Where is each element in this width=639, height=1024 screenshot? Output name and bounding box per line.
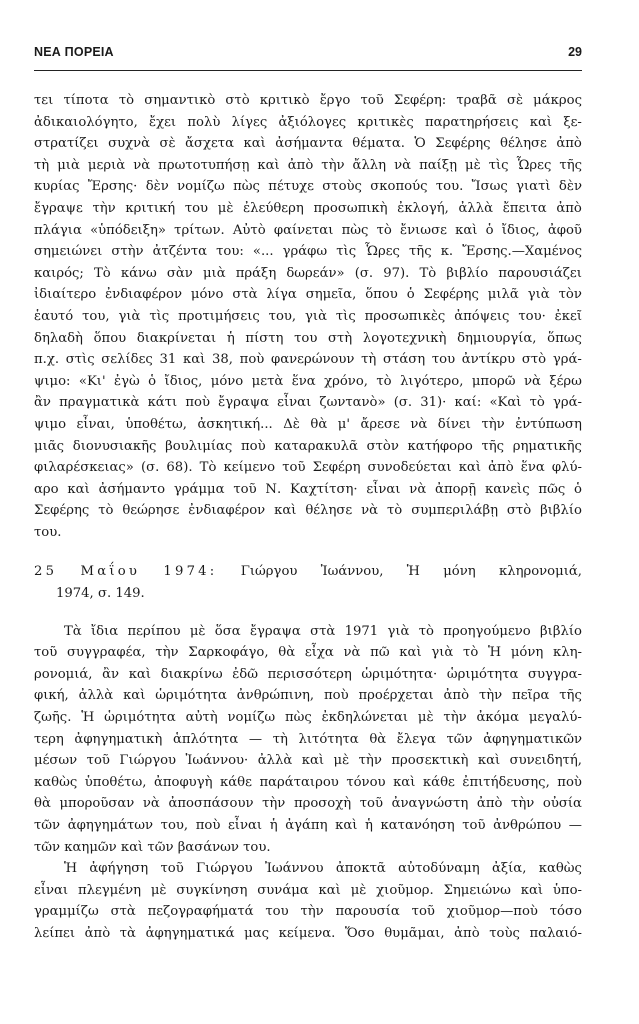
text-line: αρο καὶ ἀσήμαντο γράμμα τοῦ Ν. Καχτίτση· εἶναι νὰ ἀπορῇ κανεὶς πῶς ὁ (34, 481, 582, 497)
text-line: κυρίας Ἔρσης· δὲν νομίζω πὼς πέτυχε στοὺς σκοπούς του. Ἴσως γιατὶ δὲν (34, 179, 582, 195)
text-line: τῶν ἀφηγημάτων του, ποὺ εἶναι ἡ ἀγάπη καὶ ἡ κατανόηση τοῦ ἀνθρώπου — (34, 818, 582, 833)
text-line: τὴ μιὰ μεριὰ νὰ πρωτοτυπήσῃ καὶ ἀπὸ τὴν ἄλλη νὰ παίξῃ μὲ τὶς Ὧρες τῆς (34, 157, 582, 173)
text-line: δηλαδὴ ὅπου διακρίνεται ἡ πίστη του στὴ λογοτεχνικὴ δημιουργία, ὅπως (34, 330, 582, 346)
bibliography-entry-line: 25 Μαΐου 1974: Γιώργου Ἰωάννου, Ἡ μόνη κληρονομιά, (34, 564, 582, 580)
text-line: του. (34, 524, 62, 540)
text-line: ἑαυτό του, γιὰ τὶς προτιμήσεις του, γιὰ τὶς προσωπικὲς ἀπόψεις του· ἐκεῖ (34, 308, 582, 324)
text-line: μιᾶς διονυσιακῆς βουλιμίας ποὺ καταρακυλᾶ στὸν κατήφορο τῆς ρηματικῆς (34, 438, 582, 454)
text-line: φική, ἀλλὰ καὶ ὡριμότητα ἀνθρώπινη, ποὺ προέρχεται ἀπὸ τὴν πεῖρα τῆς (34, 688, 582, 704)
text-line: τῶν καημῶν καὶ τῶν βασάνων του. (34, 839, 271, 855)
text-line: καθὼς ὑποθέτω, ἀποφυγὴ κάθε παράταιρου τόνου καὶ κάθε ἐπιτήδευσης, ποὺ (34, 774, 582, 790)
text-line: ἰδιαίτερο ἐνδιαφέρον μόνο στὰ λίγα σημεῖα, ὅπου ὁ Σεφέρης μιλᾶ γιὰ τὸν (34, 287, 582, 303)
text-line: τοῦ συγγραφέα, τὴν Σαρκοφάγο, θὰ εἶχα νὰ πῶ καὶ γιὰ τὸ Ἡ μόνη κλη- (34, 645, 582, 661)
text-line: ρονομιά, ἂν καὶ διακρίνω ἐδῶ περισσότερη ὡριμότητα· ὡριμότητα συγγρα- (34, 666, 582, 682)
text-line: ἂν πραγματικὰ κάτι ποὺ ἔγραψα εἶναι ζωντανὸ» (σ. 31)· καί: «Καὶ τὸ γρά- (34, 395, 582, 411)
header-rule (34, 70, 582, 71)
text-line: θὰ μποροῦσαν νὰ ἀποσπάσουν τὴν προσοχὴ τοῦ ἀναγνώστη ἀπὸ τὴν οὐσία (34, 796, 582, 812)
text-line: Σεφέρης τὸ θεώρησε ἐνδιαφέρον καὶ θέλησε νὰ τὸ συμπεριλάβῃ στὸ βιβλίο (34, 503, 582, 519)
bibliography-entry-line: 1974, σ. 149. (56, 586, 145, 602)
article-body (34, 90, 582, 945)
text-line: ἀδικαιολόγητο, ἔχει πολὺ λίγες ἀξιόλογες κριτικὲς παρατηρήσεις καὶ ξε- (34, 114, 582, 130)
text-line: πλάγια «ὑπόδειξη» τρίτων. Αὐτὸ φαίνεται πὼς τὸ ἔνιωσε καὶ ὁ ἴδιος, ἀφοῦ (34, 222, 582, 238)
paragraph-gap (34, 605, 582, 621)
text-line: ζωῆς. Ἡ ὡριμότητα αὐτὴ νομίζω πὼς ἐκδηλώνεται μὲ τὴν ἀκόμα μεγαλύ- (34, 710, 582, 726)
text-line: σημειώνει στὴν ἀτζέντα του: «... γράφω τὶς Ὧρες τῆς κ. Ἔρσης.—Χαμένος (34, 244, 582, 260)
text-line: φιλαρέσκειας» (σ. 68). Τὸ κείμενο τοῦ Σεφέρη συνοδεύεται καὶ ἀπὸ ἕνα φλύ- (34, 460, 582, 476)
text-line: Ἡ ἀφήγηση τοῦ Γιώργου Ἰωάννου ἀποκτᾶ αὐτοδύναμη ἀξία, καθὼς (64, 861, 582, 877)
journal-title: ΝΕΑ ΠΟΡΕΙΑ (34, 45, 114, 59)
text-line: μέσων τοῦ Γιώργου Ἰωάννου· ἀλλὰ καὶ μὲ τὴν προσεκτικὴ καὶ συνειδητή, (34, 753, 582, 769)
text-line: Τὰ ἴδια περίπου μὲ ὅσα ἔγραψα στὰ 1971 γιὰ τὸ προηγούμενο βιβλίο (64, 623, 582, 639)
text-line: π.χ. στὶς σελίδες 31 καὶ 38, ποὺ φανερώνουν τὴ στάση του ἀντίκρυ στὸ γρά- (34, 352, 582, 368)
text-line: τερη ἀφηγηματικὴ ἁπλότητα — τὴ λιτότητα θὰ ἔλεγα τῶν ἀφηγηματικῶν (34, 731, 582, 747)
running-header (34, 45, 582, 65)
text-line: λείπει ἀπὸ τὰ ἀφηγηματικά μας κείμενα. Ὅσο θυμᾶμαι, ἀπὸ τοὺς παλαιό- (34, 925, 582, 941)
text-line: ψιμο: «Κι' ἐγὼ ὁ ἴδιος, μόνο μετὰ ἕνα χρόνο, τὸ λιγότερο, μπορῶ νὰ ξέρω (34, 373, 582, 389)
text-line: ἔγραψε τὴν κριτική του μὲ ἐλεύθερη προσωπικὴ ἐκλογή, ἀλλὰ ἔπειτα ἀπὸ (34, 200, 582, 216)
text-line: καιρός; Τὸ κάνω σὰν μιὰ πράξη δωρεάν» (σ. 97). Τὸ βιβλίο παρουσιάζει (34, 265, 582, 281)
page-number: 29 (568, 45, 582, 59)
text-line: ψιμο εἶναι, ὑποθέτω, ἀσκητική... Δὲ θὰ μ' ἄρεσε νὰ δίνει τὴν ἐντύπωση (34, 416, 582, 432)
text-line: στρατίζει συχνὰ σὲ ἄσχετα καὶ ἀσήμαντα θέματα. Ὁ Σεφέρης θέλησε ἀπὸ (34, 136, 582, 152)
paragraph-gap (34, 543, 582, 561)
text-line: εἶναι πλεγμένη μὲ συγκίνηση συνάμα καὶ μὲ χιοῦμορ. Σημειώνω καὶ ὑπο- (34, 882, 582, 898)
text-line: γραμμίζω στὰ πεζογραφήματά του τὴν παρουσία τοῦ χιοῦμορ—ποὺ τόσο (34, 904, 582, 920)
text-line: τει τίποτα τὸ σημαντικὸ στὸ κριτικὸ ἔργο τοῦ Σεφέρη: τραβᾶ σὲ μάκρος (34, 93, 582, 108)
